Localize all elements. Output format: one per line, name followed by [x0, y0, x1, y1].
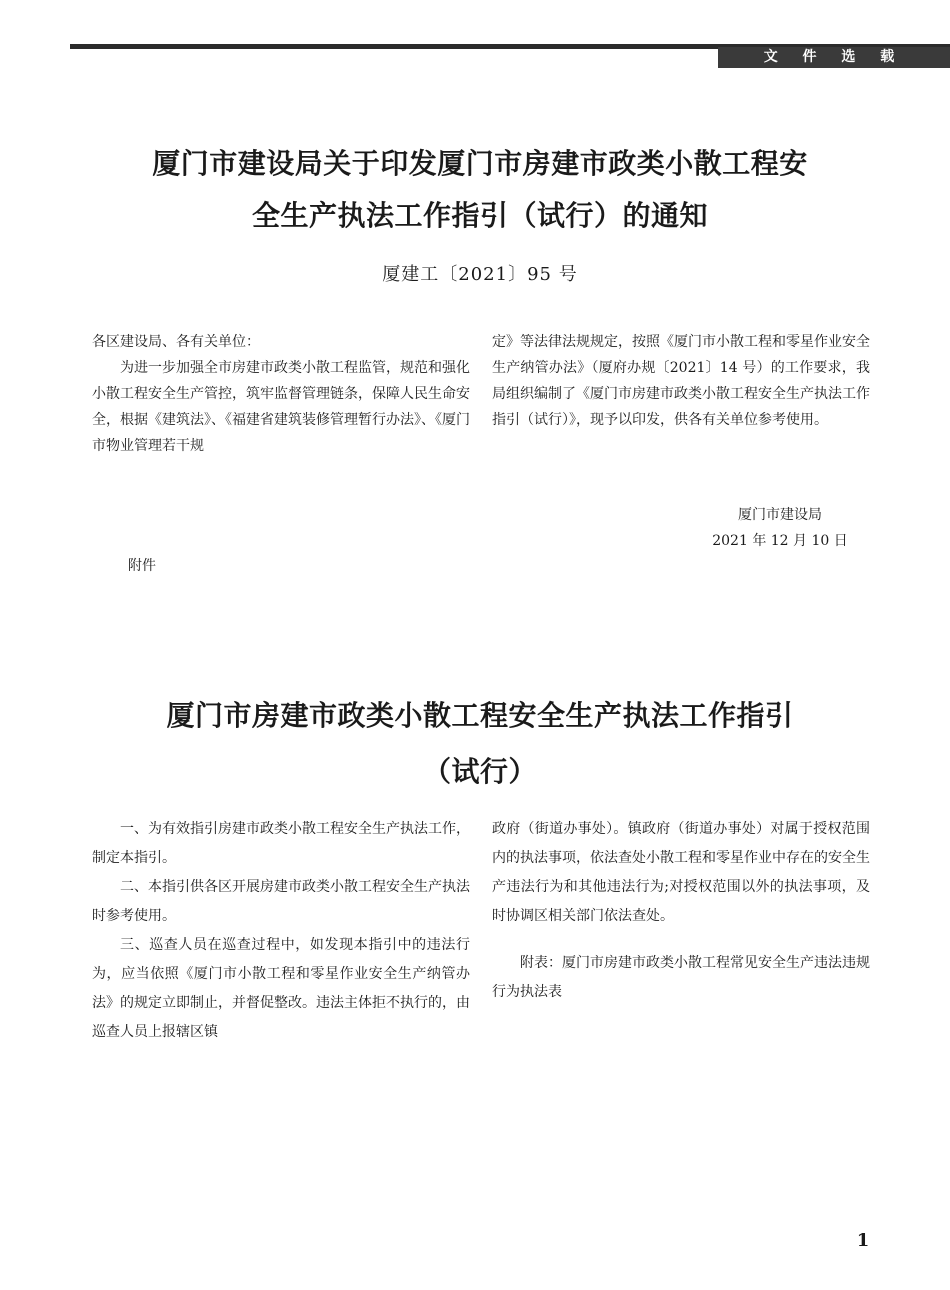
- guide-item-1: 一、为有效指引房建市政类小散工程安全生产执法工作，制定本指引。: [92, 821, 470, 866]
- notice-title-line2: 全生产执法工作指引（试行）的通知: [251, 199, 708, 232]
- guide-item-3: 三、巡查人员在巡查过程中，如发现本指引中的违法行为，应当依照《厦门市小散工程和零星作业安全生产纳管办法》的规定立即制止，并督促整改。违法主体拒不执行的，由巡查人员上报辖区镇: [92, 937, 470, 1040]
- notice-paragraph: 为进一步加强全市房建市政类小散工程监管，规范和强化小散工程安全生产管控，筑牢监督管理链条，保障人民生命安全，根据《建筑法》、《福建省建筑装修管理暂行办法》、《厦门市物业管理若干规: [92, 360, 470, 454]
- notice-title: [80, 138, 880, 242]
- appendix-note: 附表：厦门市房建市政类小散工程常见安全生产违法违规行为执法表: [492, 955, 870, 1000]
- section-tag: 文 件 选 载: [718, 47, 950, 68]
- guide-title-line2: （试行）: [422, 755, 537, 788]
- guide-title: [80, 688, 880, 800]
- guide-title-line1: 厦门市房建市政类小散工程安全生产执法工作指引: [166, 699, 794, 732]
- signature-organization: 厦门市建设局: [738, 507, 822, 523]
- salutation: 各区建设局、各有关单位：: [92, 334, 260, 350]
- guide-body-right-column: [492, 815, 870, 1007]
- guide-item-3-continued: 政府（街道办事处）。镇政府（街道办事处）对属于授权范围内的执法事项，依法查处小散工程和零星作业中存在的安全生产违法行为和其他违法行为;对授权范围以外的执法事项，及时协调区相关部门依法查处。: [492, 821, 870, 924]
- attachment-label: 附件: [128, 558, 156, 574]
- signature-date: 2021 年 12 月 10 日: [712, 533, 848, 549]
- notice-title-line1: 厦门市建设局关于印发厦门市房建市政类小散工程安: [152, 147, 808, 180]
- notice-paragraph-continued: 定》等法律法规规定，按照《厦门市小散工程和零星作业安全生产纳管办法》（厦府办规〔2021〕14 号）的工作要求，我局组织编制了《厦门市房建市政类小散工程安全生产执法工作指引（试行）》，现予以印发，供各有关单位参考使用。: [492, 334, 870, 428]
- notice-body-left-column: [92, 329, 470, 459]
- notice-body-right-column: [492, 329, 870, 433]
- document-number: 厦建工〔2021〕95 号: [382, 264, 578, 285]
- guide-item-2: 二、本指引供各区开展房建市政类小散工程安全生产执法时参考使用。: [92, 879, 470, 924]
- guide-body-left-column: [92, 815, 470, 1047]
- page-number: 1: [856, 1230, 870, 1251]
